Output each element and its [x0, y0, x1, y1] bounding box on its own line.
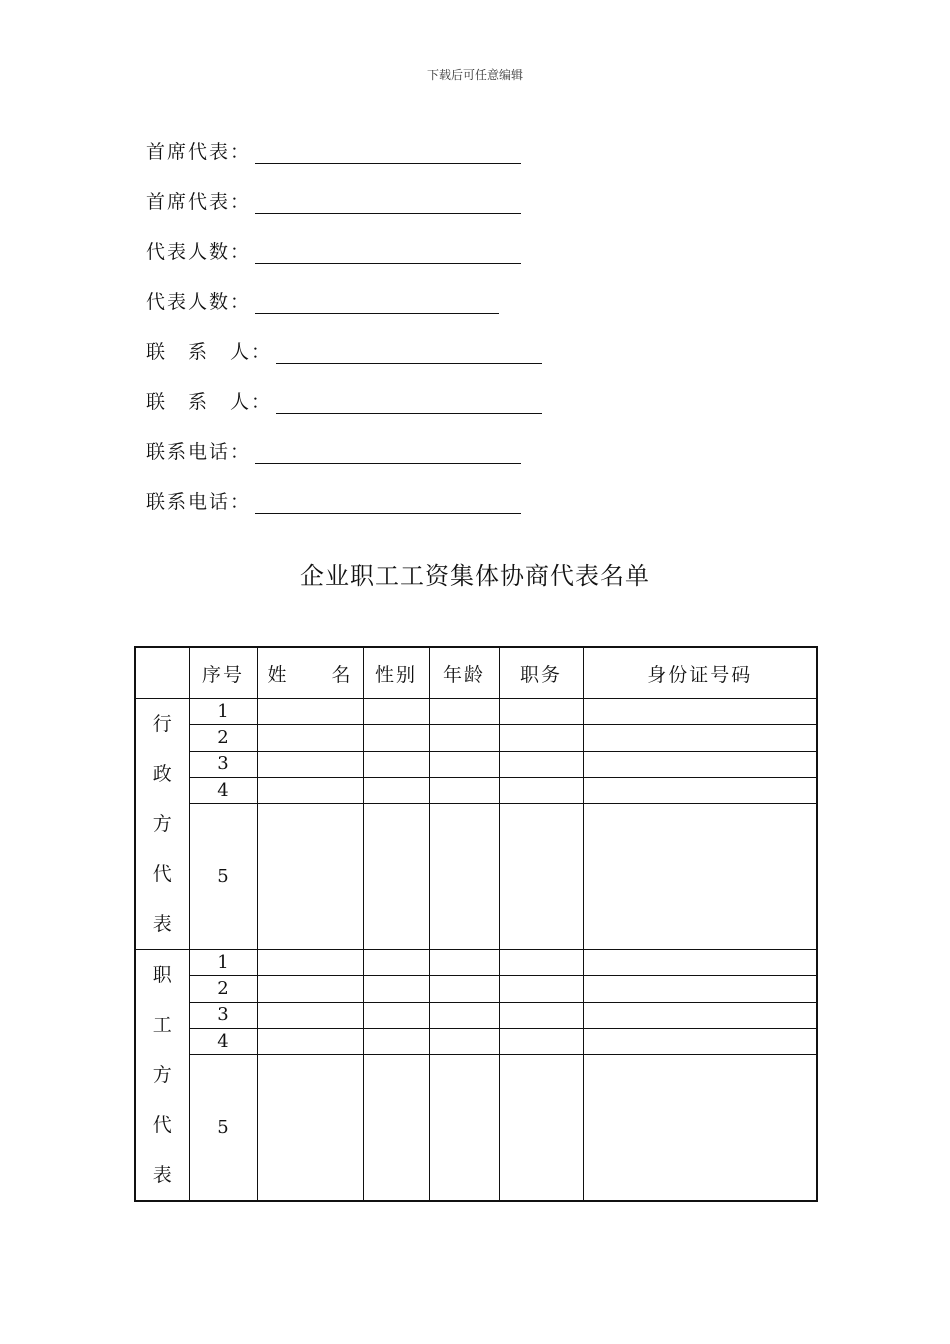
cell-name[interactable]	[257, 1055, 363, 1201]
table-row	[135, 976, 817, 1002]
table-row	[135, 1055, 817, 1201]
field-label: 联 系 人：	[146, 391, 273, 413]
cell-id-number[interactable]	[583, 777, 817, 803]
field-input-line[interactable]	[276, 391, 542, 414]
cell-id-number[interactable]	[583, 1055, 817, 1201]
cell-age[interactable]	[429, 976, 499, 1002]
representatives-table	[134, 646, 818, 1202]
group-char: 代	[152, 863, 172, 885]
cell-name[interactable]	[257, 751, 363, 777]
cell-age[interactable]	[429, 804, 499, 950]
group-char: 行	[152, 713, 172, 735]
cell-gender[interactable]	[363, 804, 429, 950]
cell-gender[interactable]	[363, 751, 429, 777]
cell-position[interactable]	[499, 699, 583, 725]
field-chief-rep-1	[146, 136, 521, 164]
cell-position[interactable]	[499, 1002, 583, 1028]
cell-position[interactable]	[499, 976, 583, 1002]
row-seq: 1	[189, 950, 257, 976]
field-contact-1	[146, 336, 542, 364]
cell-position[interactable]	[499, 777, 583, 803]
table-header-row	[135, 647, 817, 699]
field-input-line[interactable]	[255, 141, 521, 164]
cell-gender[interactable]	[363, 699, 429, 725]
group-char: 表	[152, 913, 172, 935]
cell-age[interactable]	[429, 777, 499, 803]
header-name-part: 名	[331, 663, 353, 686]
cell-age[interactable]	[429, 950, 499, 976]
group-char: 工	[152, 1014, 172, 1036]
cell-age[interactable]	[429, 1002, 499, 1028]
row-seq: 2	[189, 976, 257, 1002]
document-title: 企业职工工资集体协商代表名单	[300, 562, 650, 590]
cell-position[interactable]	[499, 804, 583, 950]
cell-name[interactable]	[257, 1029, 363, 1055]
header-note: 下载后可任意编辑	[426, 68, 523, 82]
group-char: 方	[152, 1064, 172, 1086]
cell-age[interactable]	[429, 699, 499, 725]
cell-id-number[interactable]	[583, 725, 817, 751]
cell-gender[interactable]	[363, 976, 429, 1002]
table-row	[135, 950, 817, 976]
cell-name[interactable]	[257, 804, 363, 950]
group-char: 职	[152, 964, 172, 986]
cell-id-number[interactable]	[583, 751, 817, 777]
cell-position[interactable]	[499, 751, 583, 777]
header-gender: 性别	[363, 647, 429, 699]
cell-position[interactable]	[499, 725, 583, 751]
cell-position[interactable]	[499, 1055, 583, 1201]
group-label-employee	[135, 950, 189, 1202]
group-label-admin	[135, 699, 189, 950]
field-rep-count-2	[146, 286, 499, 314]
field-phone-2	[146, 486, 521, 514]
table-row	[135, 804, 817, 950]
row-seq: 4	[189, 777, 257, 803]
field-input-line[interactable]	[255, 241, 521, 264]
header-position: 职务	[499, 647, 583, 699]
row-seq: 5	[189, 804, 257, 950]
field-label: 代表人数：	[146, 291, 252, 313]
cell-id-number[interactable]	[583, 950, 817, 976]
field-rep-count-1	[146, 236, 521, 264]
header-id-number: 身份证号码	[583, 647, 817, 699]
cell-gender[interactable]	[363, 725, 429, 751]
row-seq: 2	[189, 725, 257, 751]
cell-id-number[interactable]	[583, 1029, 817, 1055]
cell-name[interactable]	[257, 777, 363, 803]
field-chief-rep-2	[146, 186, 521, 214]
cell-position[interactable]	[499, 950, 583, 976]
field-input-line[interactable]	[255, 191, 521, 214]
group-char: 表	[152, 1164, 172, 1186]
field-label: 联系电话：	[146, 441, 252, 463]
header-group-cell	[135, 647, 189, 699]
group-char: 方	[152, 813, 172, 835]
cell-age[interactable]	[429, 1029, 499, 1055]
table-row	[135, 699, 817, 725]
cell-name[interactable]	[257, 725, 363, 751]
cell-age[interactable]	[429, 725, 499, 751]
cell-gender[interactable]	[363, 1002, 429, 1028]
field-input-line[interactable]	[255, 291, 499, 314]
field-input-line[interactable]	[255, 441, 521, 464]
field-input-line[interactable]	[255, 491, 521, 514]
cell-age[interactable]	[429, 1055, 499, 1201]
field-label: 代表人数：	[146, 241, 252, 263]
field-label: 联 系 人：	[146, 341, 273, 363]
field-label: 联系电话：	[146, 491, 252, 513]
cell-gender[interactable]	[363, 950, 429, 976]
row-seq: 5	[189, 1055, 257, 1201]
group-char: 政	[152, 763, 172, 785]
cell-name[interactable]	[257, 699, 363, 725]
cell-gender[interactable]	[363, 777, 429, 803]
header-age: 年龄	[429, 647, 499, 699]
cell-id-number[interactable]	[583, 1002, 817, 1028]
field-phone-1	[146, 436, 521, 464]
cell-name[interactable]	[257, 1002, 363, 1028]
cell-gender[interactable]	[363, 1029, 429, 1055]
field-input-line[interactable]	[276, 341, 542, 364]
cell-age[interactable]	[429, 751, 499, 777]
cell-name[interactable]	[257, 950, 363, 976]
header-name-part: 姓	[267, 663, 289, 686]
field-contact-2	[146, 386, 542, 414]
field-label: 首席代表：	[146, 191, 252, 213]
cell-position[interactable]	[499, 1029, 583, 1055]
table-row	[135, 1029, 817, 1055]
field-label: 首席代表：	[146, 141, 252, 163]
row-seq: 3	[189, 1002, 257, 1028]
cell-gender[interactable]	[363, 1055, 429, 1201]
table-row	[135, 751, 817, 777]
cell-id-number[interactable]	[583, 804, 817, 950]
table-row	[135, 725, 817, 751]
table-row	[135, 1002, 817, 1028]
header-name	[257, 647, 363, 699]
row-seq: 1	[189, 699, 257, 725]
row-seq: 3	[189, 751, 257, 777]
cell-id-number[interactable]	[583, 699, 817, 725]
table-row	[135, 777, 817, 803]
header-seq: 序号	[189, 647, 257, 699]
cell-name[interactable]	[257, 976, 363, 1002]
group-char: 代	[152, 1114, 172, 1136]
row-seq: 4	[189, 1029, 257, 1055]
cell-id-number[interactable]	[583, 976, 817, 1002]
